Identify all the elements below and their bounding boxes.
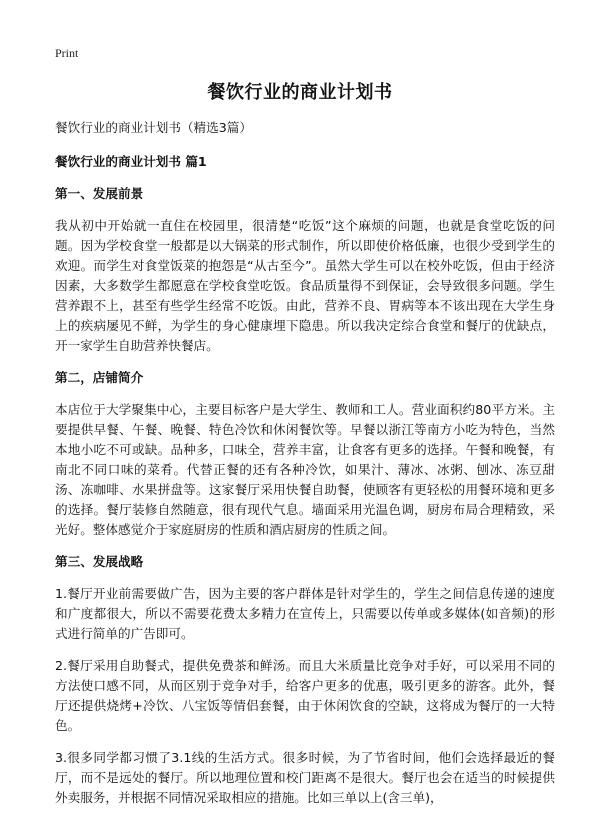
paragraph: 1.餐厅开业前需要做广告，因为主要的客户群体是针对学生的，学生之间信息传递的速度和广度都很大，所以不需要花费太多精力在宣传上，只需要以传单或多媒体(如音频)的形式进行简单的广告即可。 bbox=[55, 586, 555, 641]
section-heading: 第二，店铺简介 bbox=[55, 370, 144, 385]
paragraph: 3.很多同学都习惯了3.1线的生活方式。很多时候，为了节省时间，他们会选择最近的餐厅，而不是远处的餐厅。所以地理位置和校门距离不是很大。餐厅也会在适当的时候提供外卖服务，并根据不同情况采取相应的措施。比如三单以上(含三单)， bbox=[55, 750, 555, 805]
document-title: 餐饮行业的商业计划书 bbox=[207, 82, 393, 103]
article-title: 餐饮行业的商业计划书 篇1 bbox=[55, 154, 207, 169]
paragraph: 2.餐厅采用自助餐式，提供免费茶和鲜汤。而且大米质量比竞争对手好，可以采用不同的方法使口感不同，从而区别于竞争对手，给客户更多的优惠，吸引更多的游客。此外，餐厅还提供烧烤+冷饮、八宝饭等情侣套餐，由于休闲饮食的空缺，这将成为餐厅的一大特色。 bbox=[55, 658, 555, 733]
document-body bbox=[55, 118, 555, 820]
section-development-strategy bbox=[55, 552, 555, 808]
paragraph: 本店位于大学聚集中心，主要目标客户是大学生、教师和工人。营业面积约80平方米。主要提供早餐、午餐、晚餐、特色冷饮和休闲餐饮等。早餐以浙江等南方小吃为特色，当然本地小吃不可或缺。品种多，口味全，营养丰富，让食客有更多的选择。午餐和晚餐，有南北不同口味的菜肴。代替正餐的还有各种冷饮，如果汁、薄冰、冰粥、刨冰、冻豆甜汤、冻咖啡、水果拼盘等。这家餐厅采用快餐自助餐，使顾客有更轻松的用餐环境和更多的选择。餐厅装修自然随意，很有现代气息。墙面采用光温色调，厨房布局合理精致，采光好。整体感觉介于家庭厨房的性质和酒店厨房的性质之间。 bbox=[55, 402, 555, 537]
section-development-prospects bbox=[55, 184, 555, 356]
print-label: Print bbox=[55, 46, 79, 60]
section-heading: 第一、发展前景 bbox=[55, 186, 144, 201]
paragraph: 我从初中开始就一直住在校园里，很清楚“吃饭”这个麻烦的问题，也就是食堂吃饭的问题。因为学校食堂一般都是以大锅菜的形式制作，所以即使价格低廉，也很少受到学生的欢迎。而学生对食堂饭菜的抱怨是“从古至今”。虽然大学生可以在校外吃饭，但由于经济因素，大多数学生都愿意在学校食堂吃饭。食品质量得不到保证，会导致很多问题。学生营养跟不上，甚至有些学生经常不吃饭。由此，营养不良、胃病等本不该出现在大学生身上的疾病屡见不鲜，为学生的身心健康埋下隐患。所以我决定综合食堂和餐厅的优缺点，开一家学生自助营养快餐店。 bbox=[55, 218, 555, 353]
section-heading: 第三、发展战略 bbox=[55, 554, 144, 569]
document-subtitle: 餐饮行业的商业计划书（精选3篇） bbox=[55, 120, 252, 135]
section-shop-introduction bbox=[55, 368, 555, 540]
